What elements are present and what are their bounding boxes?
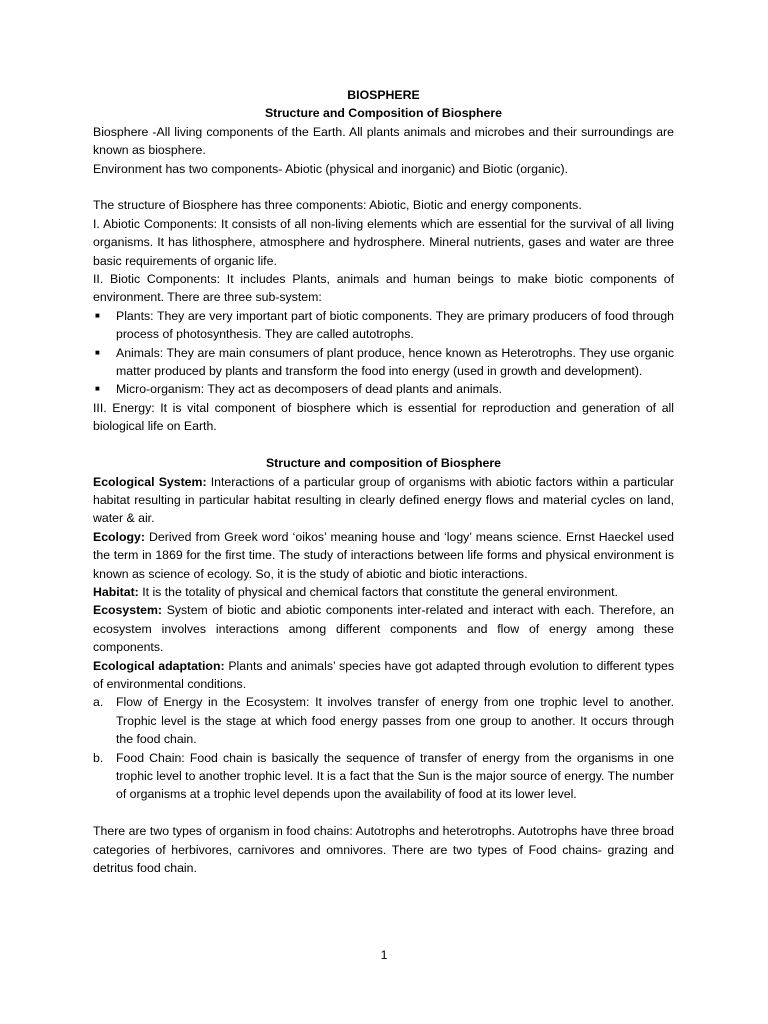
definition-term: Ecology: xyxy=(93,529,145,544)
list-item-text: Animals: They are main consumers of plant produce, hence known as Heterotrophs. They use organic matter produced by plants and transform the food into energy (used in growth and development). xyxy=(116,345,674,379)
paragraph-gap xyxy=(93,804,674,822)
section-heading: Structure and composition of Biosphere xyxy=(265,456,502,471)
list-item-text: Micro-organism: They act as decomposers of dead plants and animals. xyxy=(116,382,502,397)
definition-paragraph xyxy=(93,583,674,601)
list-item-text: Plants: They are very important part of biotic components. They are primary producers of food through process of photosynthesis. They are called autotrophs. xyxy=(116,308,674,342)
list-item xyxy=(93,344,674,381)
list-marker: a. xyxy=(93,695,104,710)
list-item xyxy=(93,307,674,344)
energy-flow-list xyxy=(93,693,674,803)
definition-term: Ecological System: xyxy=(93,474,207,489)
energy-paragraph: III. Energy: It is vital component of biosphere which is essential for reproduction and generation of all biological life on Earth. xyxy=(93,400,674,434)
paragraph-gap xyxy=(93,436,674,454)
page-number: 1 xyxy=(380,948,388,962)
list-item xyxy=(93,380,674,398)
definition-paragraph xyxy=(93,657,674,694)
bullet-marker: ■ xyxy=(95,384,100,394)
abiotic-paragraph: I. Abiotic Components: It consists of all non-living elements which are essential for the survival of all living organisms. It has lithosphere, atmosphere and hydrosphere. Mineral nutrients, gases and water are three basic requirements of organic life. xyxy=(93,216,674,268)
definition-text: It is the totality of physical and chemical factors that constitute the general environment. xyxy=(138,584,618,599)
definition-text: Interactions of a particular group of organisms with abiotic factors within a particular habitat resulting in particular habitat resulting in clearly defined energy flows and material cycles on land, water & air. xyxy=(93,474,674,526)
definition-term: Ecosystem: xyxy=(93,603,163,618)
list-item xyxy=(93,693,674,748)
intro-paragraph: Environment has two components- Abiotic (physical and inorganic) and Biotic (organic). xyxy=(93,161,569,176)
document-subtitle: Structure and Composition of Biosphere xyxy=(264,106,503,121)
definition-text: Plants and animals’ species have got adapted through evolution to different types of environmental conditions. xyxy=(93,658,675,691)
list-item xyxy=(93,749,674,804)
bullet-marker: ■ xyxy=(95,310,100,320)
definition-paragraph xyxy=(93,601,674,656)
list-item-text: Food Chain: Food chain is basically the sequence of transfer of energy from the organisms in one trophic level to another trophic level. It is a fact that the Sun is the major source of energy. The number of organisms at a trophic level depends upon the availability of food at its lower level. xyxy=(116,750,674,802)
biotic-paragraph: II. Biotic Components: It includes Plants, animals and human beings to make biotic components of environment. There are three sub-system: xyxy=(93,272,674,305)
definition-term: Habitat: xyxy=(93,584,139,599)
intro-paragraph: Biosphere -All living components of the Earth. All plants animals and microbes and their surroundings are known as biosphere. xyxy=(93,124,674,158)
list-marker: b. xyxy=(93,750,104,765)
list-item-text: Flow of Energy in the Ecosystem: It involves transfer of energy from one trophic level to another. Trophic level is the stage at which food energy passes from one group to another. It occurs through the food chain. xyxy=(116,695,674,747)
structure-paragraph: The structure of Biosphere has three components: Abiotic, Biotic and energy components. xyxy=(93,198,582,213)
definition-text: Derived from Greek word ‘oikos’ meaning house and ‘logy’ means science. Ernst Haeckel used the term in 1869 for the first time. The study of interactions between life forms and physical environment is known as science of ecology. So, it is the study of abiotic and biotic interactions. xyxy=(93,529,674,581)
definition-text: System of biotic and abiotic components inter-related and interact with each. Therefore, an ecosystem involves interactions among different components and flow of energy among these components. xyxy=(93,603,674,655)
definition-term: Ecological adaptation: xyxy=(93,658,225,673)
closing-paragraph: There are two types of organism in food chains: Autotrophs and heterotrophs. Autotrophs have three broad categories of herbivores, carnivores and omnivores. There are two types of Food chains- grazing and detritus food chain. xyxy=(93,824,674,876)
document-title: BIOSPHERE xyxy=(347,88,420,102)
paragraph-gap xyxy=(93,178,674,196)
biotic-subsystem-list xyxy=(93,307,674,399)
definition-paragraph xyxy=(93,528,674,583)
bullet-marker: ■ xyxy=(95,347,100,357)
definition-paragraph xyxy=(93,473,674,528)
